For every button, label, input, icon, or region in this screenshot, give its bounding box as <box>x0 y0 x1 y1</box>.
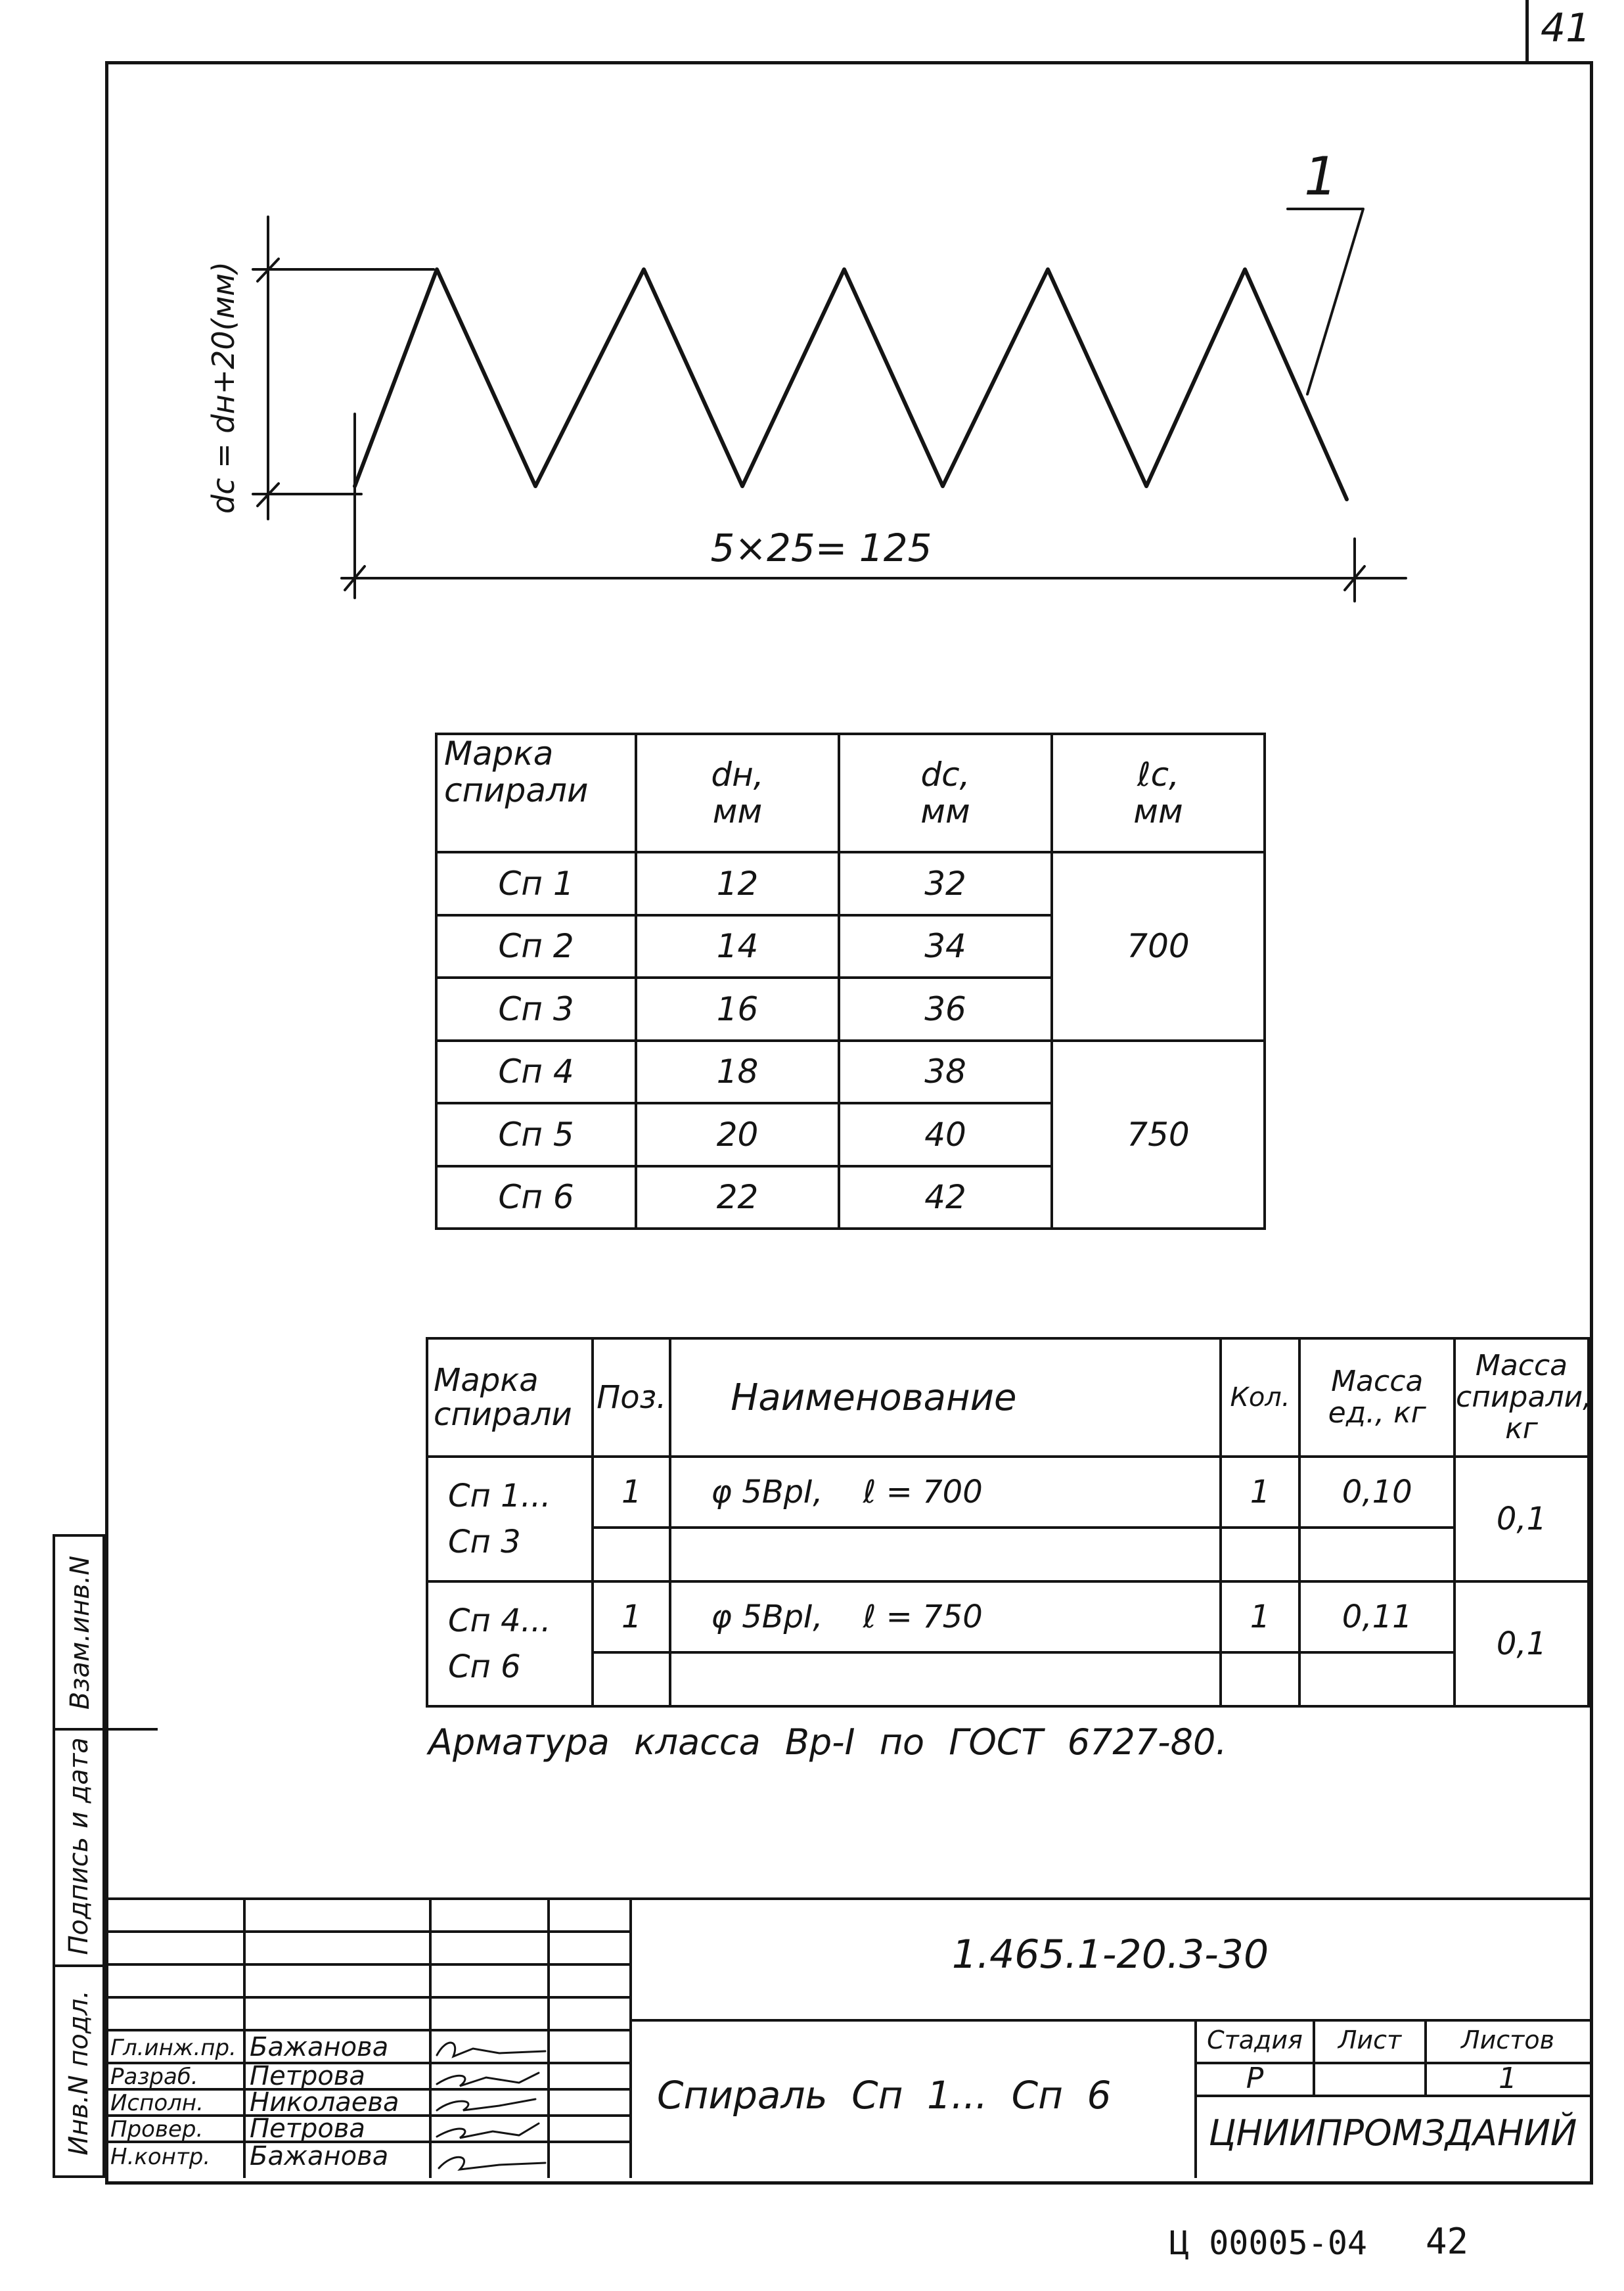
organization: ЦНИИПРОМЗДАНИЙ <box>1208 2112 1577 2154</box>
dims-header-dc: dc, мм <box>839 734 1052 852</box>
dims-dc: 38 <box>839 1041 1052 1104</box>
spec-pos: 1 <box>593 1457 670 1528</box>
spec-pos: 1 <box>593 1581 670 1652</box>
dims-dn: 18 <box>636 1041 839 1104</box>
spec-mark: Сп 4... Сп 6 <box>427 1581 593 1706</box>
dims-dn: 22 <box>636 1166 839 1229</box>
dims-header-lc: ℓc, мм <box>1052 734 1265 852</box>
spec-mark: Сп 1... Сп 3 <box>427 1457 593 1581</box>
dims-mark: Сп 3 <box>436 978 636 1041</box>
dims-header-dn: dн, мм <box>636 734 839 852</box>
signature-5 <box>439 2157 545 2169</box>
person-name: Петрова <box>250 2061 365 2091</box>
dimension-vertical-label: dc = dн+20(мм) <box>206 261 241 514</box>
signature-1 <box>437 2043 545 2056</box>
role-label: Н.контр. <box>110 2144 211 2170</box>
signature-2 <box>437 2073 539 2086</box>
dims-mark: Сп 6 <box>436 1166 636 1229</box>
spec-qty: 1 <box>1221 1457 1300 1528</box>
sheets-value: 1 <box>1499 2062 1517 2095</box>
dims-mark: Сп 5 <box>436 1103 636 1166</box>
person-name: Петрова <box>250 2114 365 2144</box>
drawing-title: Спираль Сп 1... Сп 6 <box>657 2073 1112 2118</box>
spec-header-qty: Кол. <box>1221 1338 1300 1457</box>
spec-unit-mass: 0,10 <box>1299 1457 1455 1528</box>
stage-header: Стадия <box>1207 2026 1303 2054</box>
dims-lc-group-2: 750 <box>1052 1041 1265 1229</box>
spec-header-total-mass: Масса спирали, кг <box>1455 1338 1589 1457</box>
person-name: Бажанова <box>250 2141 389 2171</box>
side-label-bottom: Инв.N подл. <box>64 1990 94 2156</box>
dims-header-mark: Марка спирали <box>436 734 636 852</box>
sheets-header: Листов <box>1461 2026 1554 2054</box>
archive-page: 42 <box>1426 2221 1469 2262</box>
spec-name: φ 5ВрI, ℓ = 700 <box>670 1457 1220 1528</box>
dims-mark: Сп 1 <box>436 852 636 915</box>
dims-dc: 42 <box>839 1166 1052 1229</box>
signature-4 <box>437 2123 539 2138</box>
spec-total-mass: 0,1 <box>1455 1581 1589 1706</box>
archive-code: Ц 00005-04 <box>1169 2224 1368 2262</box>
dims-dc: 40 <box>839 1103 1052 1166</box>
reinforcement-note: Арматура класса Вр-I по ГОСТ 6727-80. <box>428 1721 1227 1763</box>
dims-dc: 36 <box>839 978 1052 1041</box>
dims-dn: 14 <box>636 915 839 978</box>
spec-header-unit-mass: Масса ед., кг <box>1299 1338 1455 1457</box>
spec-name: φ 5ВрI, ℓ = 750 <box>670 1581 1220 1652</box>
spec-qty: 1 <box>1221 1581 1300 1652</box>
stage-value: Р <box>1246 2062 1264 2095</box>
document-designation: 1.465.1-20.3-30 <box>951 1932 1269 1978</box>
dims-lc-group-1: 700 <box>1052 852 1265 1041</box>
side-label-middle: Подпись и дата <box>64 1737 94 1955</box>
spec-total-mass: 0,1 <box>1455 1457 1589 1581</box>
dims-dn: 16 <box>636 978 839 1041</box>
signature-3 <box>437 2099 535 2110</box>
side-label-top: Взам.инв.N <box>65 1555 95 1710</box>
spec-header-pos: Поз. <box>593 1338 670 1457</box>
dims-dn: 12 <box>636 852 839 915</box>
person-name: Бажанова <box>250 2032 389 2062</box>
role-label: Разраб. <box>110 2064 198 2090</box>
dims-mark: Сп 4 <box>436 1041 636 1104</box>
role-label: Исполн. <box>110 2090 204 2116</box>
person-name: Николаева <box>250 2087 399 2118</box>
dims-dc: 34 <box>839 915 1052 978</box>
spec-unit-mass: 0,11 <box>1299 1581 1455 1652</box>
dimension-horizontal-label: 5×25= 125 <box>710 526 932 570</box>
spec-header-name: Наименование <box>670 1338 1220 1457</box>
page-number: 41 <box>1541 5 1591 51</box>
role-label: Гл.инж.пр. <box>110 2035 237 2061</box>
dims-dn: 20 <box>636 1103 839 1166</box>
role-label: Провер. <box>110 2116 204 2143</box>
callout-number: 1 <box>1304 146 1338 207</box>
dims-dc: 32 <box>839 852 1052 915</box>
sheet-header: Лист <box>1338 2026 1402 2054</box>
spec-header-mark: Марка спирали <box>427 1338 593 1457</box>
dims-mark: Сп 2 <box>436 915 636 978</box>
